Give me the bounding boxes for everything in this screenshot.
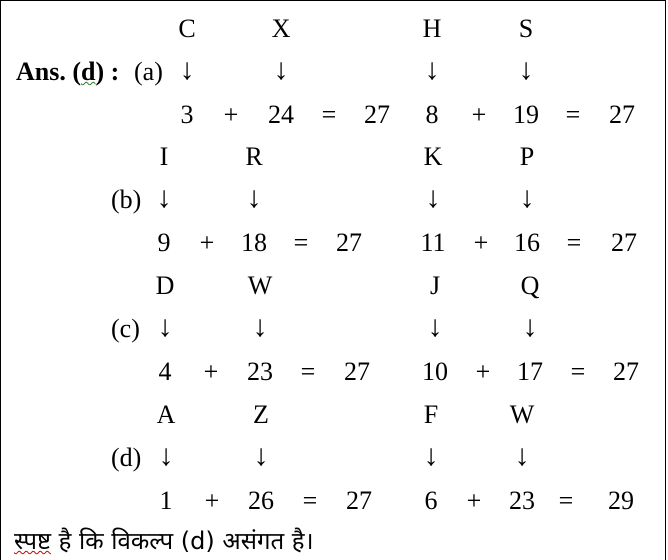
conclusion-text: स्पष्ट है कि विकल्प (d) असंगत है।: [14, 527, 314, 555]
letter: R: [245, 142, 263, 171]
letter: W: [247, 271, 273, 300]
letter: Q: [520, 271, 540, 300]
down-arrow-icon: ↓: [246, 181, 262, 214]
plus-sign: +: [475, 357, 491, 386]
plus-sign: +: [471, 100, 487, 129]
equals-sign: =: [565, 100, 581, 129]
letter: P: [519, 142, 535, 171]
number: 1: [159, 486, 173, 515]
option-label-b: (b): [111, 185, 142, 214]
letter: A: [156, 400, 176, 429]
sum-inconsistent: 29: [608, 486, 634, 515]
letter: X: [271, 14, 291, 43]
down-arrow-icon: ↓: [158, 439, 174, 472]
number: 17: [517, 357, 543, 386]
down-arrow-icon: ↓: [424, 53, 440, 86]
down-arrow-icon: ↓: [252, 310, 268, 343]
option-label-a: (a): [134, 57, 163, 86]
equals-sign: =: [300, 357, 316, 386]
number: 9: [157, 228, 171, 257]
plus-sign: +: [199, 228, 215, 257]
letter: F: [423, 400, 439, 429]
letter: S: [518, 14, 534, 43]
letter: I: [159, 142, 169, 171]
number: 18: [241, 228, 267, 257]
sum: 27: [336, 228, 362, 257]
number: 11: [420, 228, 446, 257]
down-arrow-icon: ↓: [519, 181, 535, 214]
number: 19: [513, 100, 539, 129]
number: 24: [268, 100, 294, 129]
sum: 27: [613, 357, 639, 386]
option-label-d: (d): [111, 443, 142, 472]
letter: J: [429, 271, 441, 300]
down-arrow-icon: ↓: [179, 53, 195, 86]
down-arrow-icon: ↓: [522, 310, 538, 343]
number: 4: [158, 357, 172, 386]
plus-sign: +: [223, 100, 239, 129]
letter: H: [422, 14, 442, 43]
down-arrow-icon: ↓: [253, 439, 269, 472]
number: 26: [248, 486, 274, 515]
down-arrow-icon: ↓: [423, 439, 439, 472]
down-arrow-icon: ↓: [157, 310, 173, 343]
sum: 27: [364, 100, 390, 129]
equals-sign: =: [321, 100, 337, 129]
number: 6: [424, 486, 438, 515]
sum: 27: [611, 228, 637, 257]
number: 10: [422, 357, 448, 386]
sum: 27: [344, 357, 370, 386]
equals-sign: =: [558, 486, 574, 515]
down-arrow-icon: ↓: [514, 439, 530, 472]
number: 23: [509, 486, 535, 515]
number: 16: [514, 228, 540, 257]
down-arrow-icon: ↓: [427, 310, 443, 343]
letter: W: [509, 400, 535, 429]
down-arrow-icon: ↓: [425, 181, 441, 214]
equals-sign: =: [570, 357, 586, 386]
letter: D: [155, 271, 175, 300]
number: 3: [180, 100, 194, 129]
plus-sign: +: [203, 357, 219, 386]
letter: C: [178, 14, 196, 43]
option-label-c: (c): [111, 314, 140, 343]
down-arrow-icon: ↓: [156, 181, 172, 214]
number: 8: [425, 100, 439, 129]
sum: 27: [346, 486, 372, 515]
letter: K: [423, 142, 443, 171]
equals-sign: =: [302, 486, 318, 515]
answer-heading: Ans. (d) :: [16, 57, 120, 86]
number: 23: [247, 357, 273, 386]
plus-sign: +: [473, 228, 489, 257]
plus-sign: +: [466, 486, 482, 515]
down-arrow-icon: ↓: [518, 53, 534, 86]
down-arrow-icon: ↓: [273, 53, 289, 86]
plus-sign: +: [204, 486, 220, 515]
equals-sign: =: [293, 228, 309, 257]
letter: Z: [253, 400, 269, 429]
sum: 27: [609, 100, 635, 129]
equals-sign: =: [566, 228, 582, 257]
